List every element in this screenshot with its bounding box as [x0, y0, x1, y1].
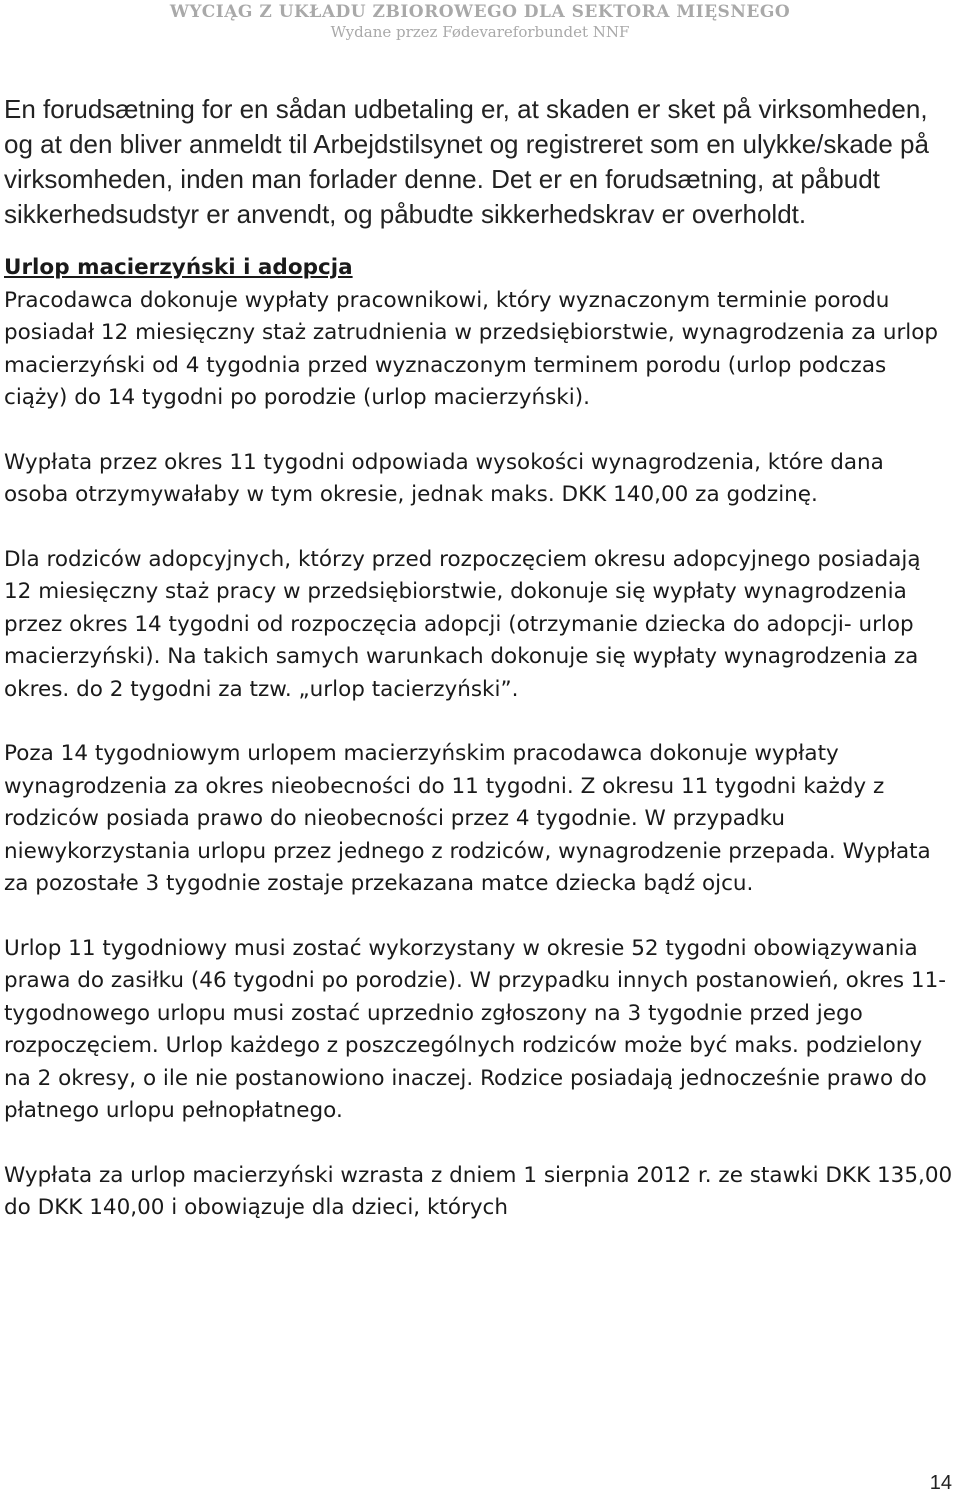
paragraph-rate-increase: Wypłata za urlop macierzyński wzrasta z dniem 1 sierpnia 2012 r. ze stawki DKK 135,00 do DKK 140,00 i obowiązuje dla dzieci, których [4, 1162, 953, 1220]
section-intro-block [4, 252, 954, 415]
page-number: 14 [929, 1472, 952, 1494]
section-heading: Urlop macierzyński i adopcja [4, 255, 353, 280]
section-intro: Pracodawca dokonuje wypłaty pracownikowi, który wyznaczonym terminie porodu posiadał 12 miesięczny staż zatrudnienia w przedsiębiorstwie, wynagrodzenia za urlop macierzyński od 4 tygodnia przed wyznaczonym terminem porodu (urlop podczas ciąży) do 14 tygodni po porodzie (urlop macierzyński). [4, 287, 939, 410]
document-body [4, 92, 954, 1257]
paragraph-adoption: Dla rodziców adopcyjnych, którzy przed rozpoczęciem okresu adopcyjnego posiadają 12 miesięczny staż pracy w przedsiębiorstwie, dokonuje się wypłaty wynagrodzenia przez okres 14 tygodni od rozpoczęcia adopcji (otrzymanie dziecka do adopcji- urlop macierzyński). Na takich samych warunkach dokonuje się wypłaty wynagrodzenia za okres. do 2 tygodni za tzw. „urlop tacierzyński”. [4, 546, 921, 702]
page-header [0, 0, 960, 42]
danish-paragraph: En forudsætning for en sådan udbetaling er, at skaden er sket på virksomheden, og at den bliver anmeldt til Arbejdstilsynet og registreret som en ulykke/skade på virksomheden, inden man forlader denne. Det er en forudsætning, at påbudt sikkerhedsudstyr er anvendt, og påbudte sikkerhedskrav er overholdt. [4, 94, 929, 229]
paragraph-usage-period: Urlop 11 tygodniowy musi zostać wykorzystany w okresie 52 tygodni obowiązywania prawa do zasiłku (46 tygodni po porodzie). W przypadku innych postanowień, okres 11-tygodnowego urlopu musi zostać uprzednio zgłoszony na 3 tygodnie przed jego rozpoczęciem. Urlop każdego z poszczególnych rodziców może być maks. podzielony na 2 okresy, o ile nie postanowiono inaczej. Rodzice posiadają jednocześnie prawo do płatnego urlopu pełnopłatnego. [4, 935, 947, 1123]
header-title: WYCIĄG Z UKŁADU ZBIOROWEGO DLA SEKTORA MIĘSNEGO [169, 2, 791, 22]
paragraph-rate: Wypłata przez okres 11 tygodni odpowiada wysokości wynagrodzenia, które dana osoba otrzymywałaby w tym okresie, jednak maks. DKK 140,00 za godzinę. [4, 449, 884, 507]
paragraph-extra-leave: Poza 14 tygodniowym urlopem macierzyńskim pracodawca dokonuje wypłaty wynagrodzenia za okres nieobecności do 11 tygodni. Z okresu 11 tygodni każdy z rodziców posiada prawo do nieobecności przez 4 tygodnie. W przypadku niewykorzystania urlopu przez jednego z rodziców, wynagrodzenie przepada. Wypłata za pozostałe 3 tygodnie zostaje przekazana matce dziecka bądź ojcu. [4, 741, 931, 896]
header-subtitle: Wydane przez Fødevareforbundet NNF [330, 23, 630, 41]
